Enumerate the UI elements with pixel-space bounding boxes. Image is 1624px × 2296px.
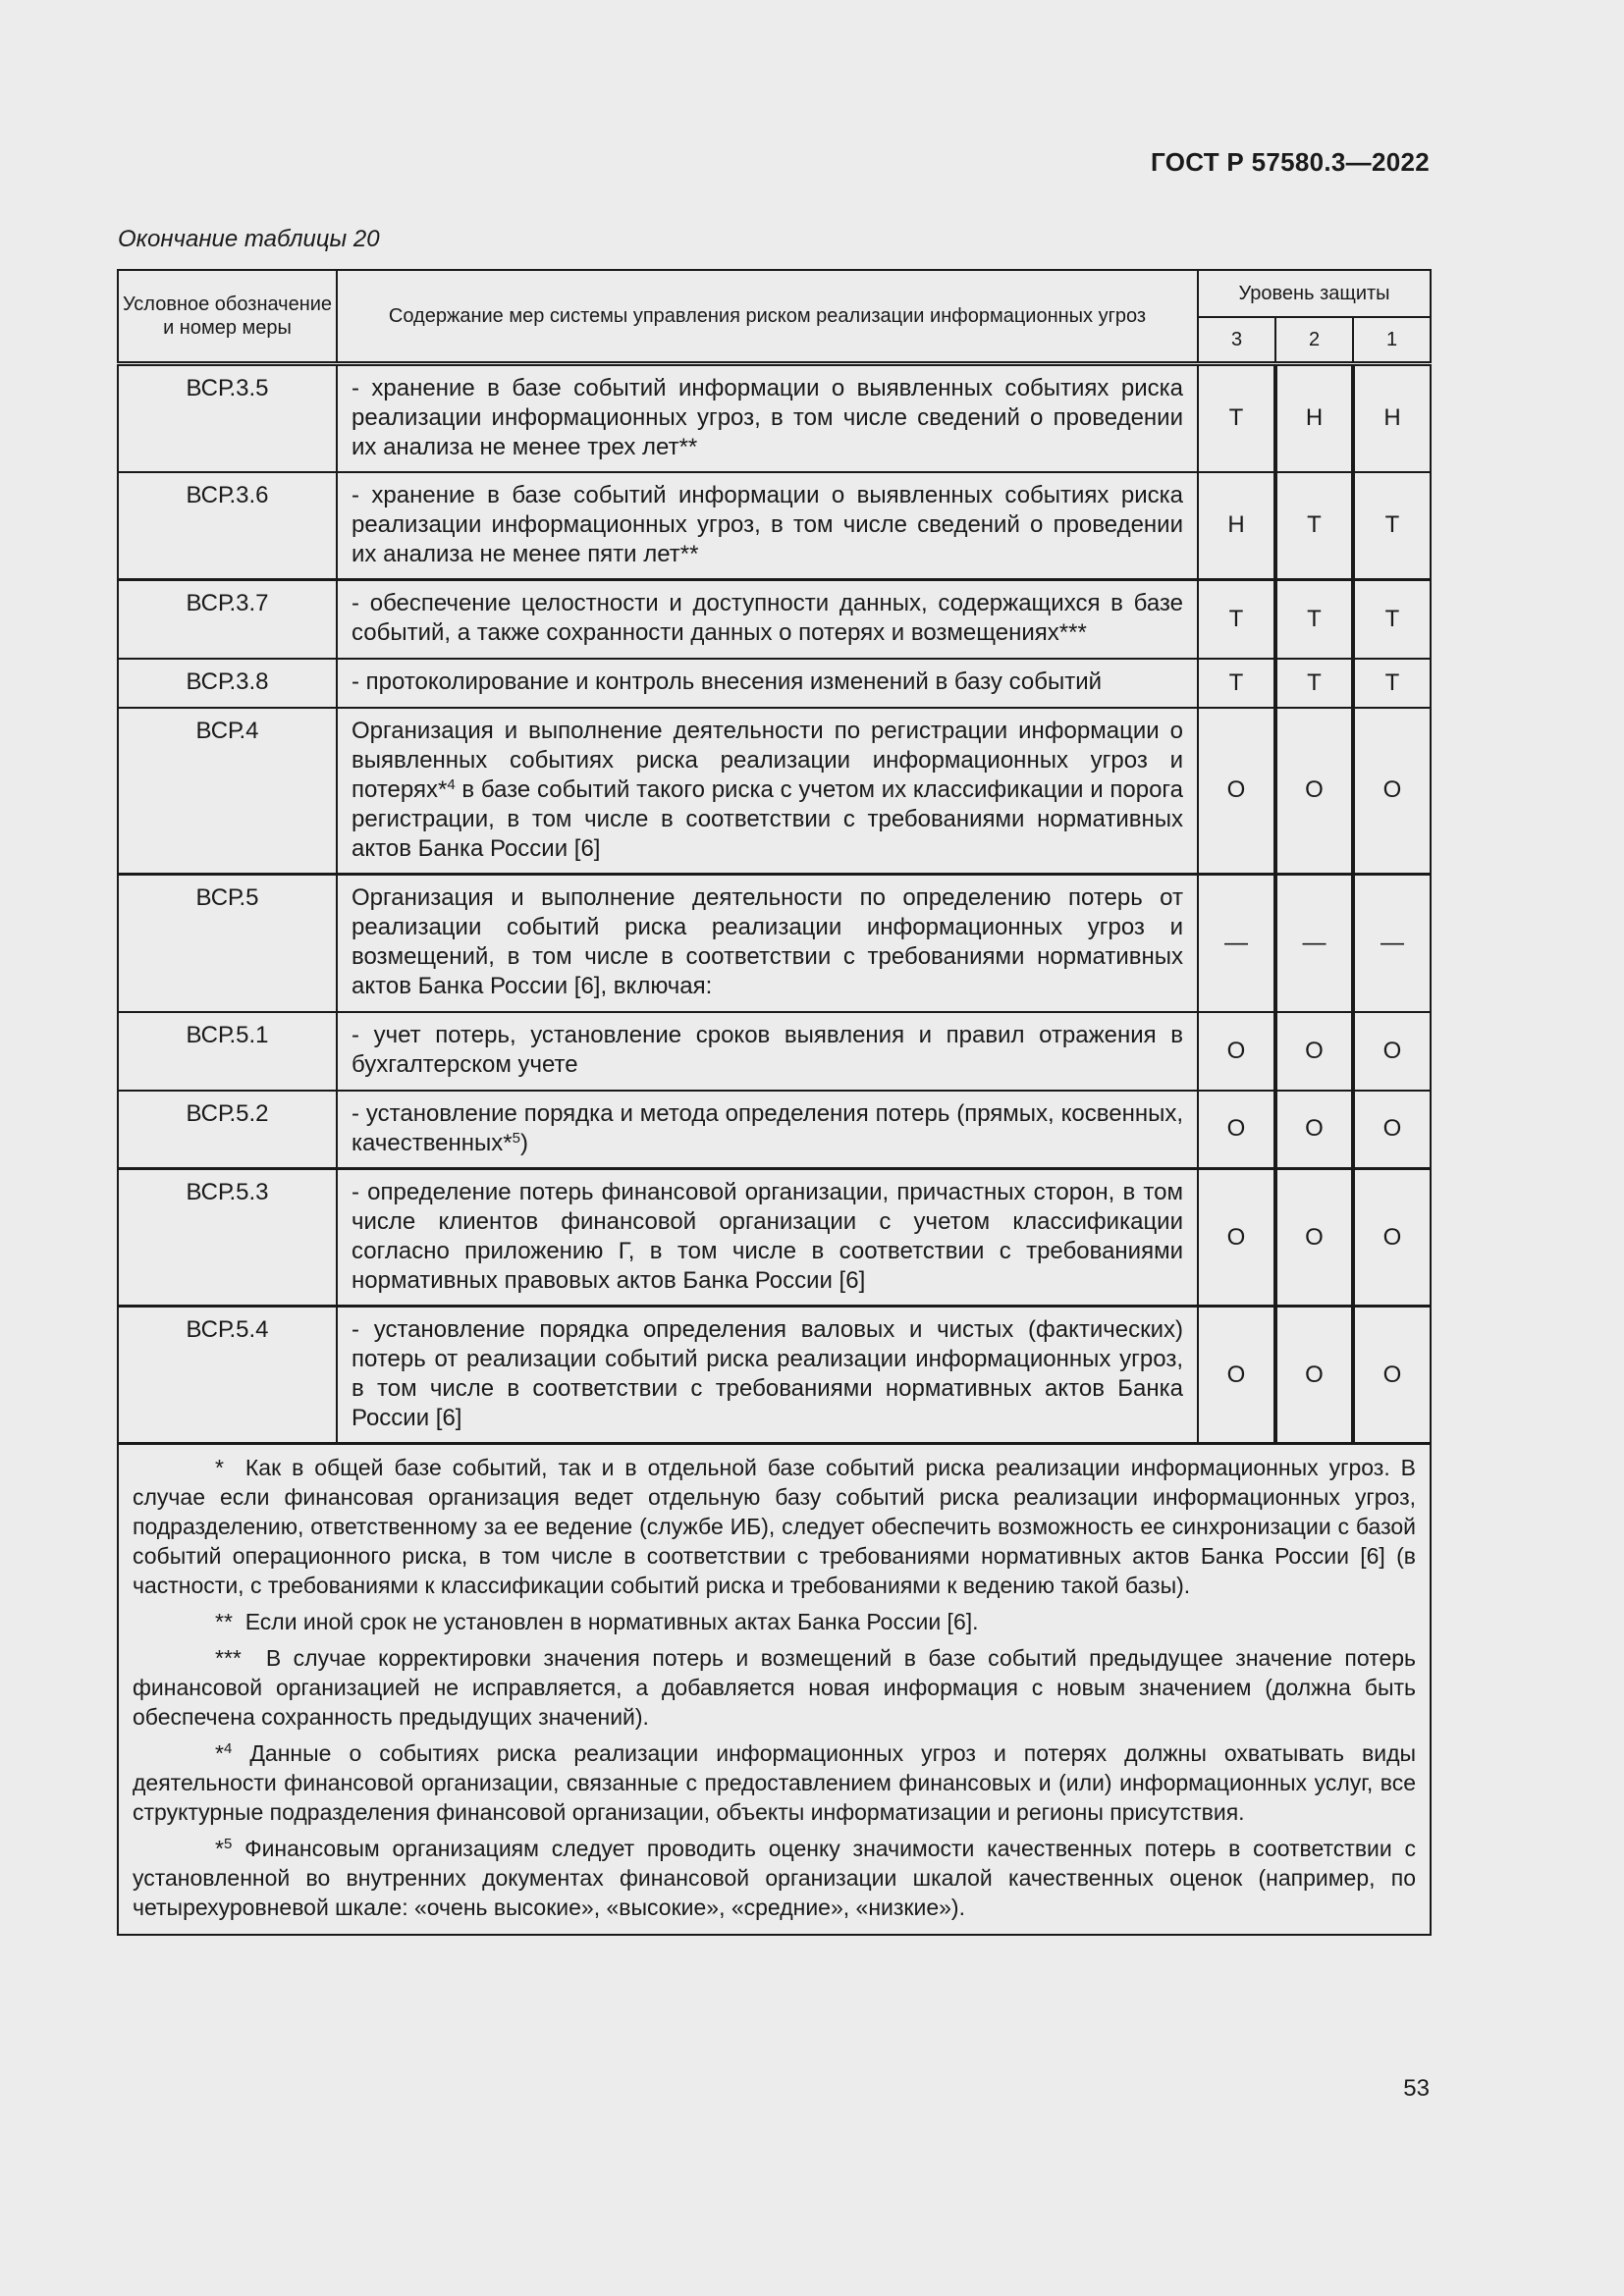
footnote-mark: * [215,1740,224,1766]
level-3-value: О [1198,1307,1275,1444]
measure-code: ВСР.5.1 [118,1012,337,1091]
header-level-1: 1 [1353,317,1431,364]
header-content: Содержание мер системы управления риском реализации информационных угроз [337,270,1198,364]
measure-code: ВСР.5 [118,875,337,1012]
level-3-value: О [1198,708,1275,875]
level-2-value: О [1275,1307,1353,1444]
footnote-text: Финансовым организациям следует проводить оценку значимости качественных потерь в соответствии с установленной во внутренних документах финансовой организации шкалой качественных оценок (например, по четырехуровневой шкале: «очень высокие», «высокие», «средние», «низкие»). [133,1836,1417,1920]
measure-content: - протоколирование и контроль внесения изменений в базу событий [337,659,1198,708]
header-level-3: 3 [1198,317,1275,364]
measure-content: - учет потерь, установление сроков выявления и правил отражения в бухгалтерском учете [337,1012,1198,1091]
measure-content: - обеспечение целостности и доступности данных, содержащихся в базе событий, а также сохранности данных о потерях и возмещениях*** [337,580,1198,659]
level-2-value: Т [1275,580,1353,659]
level-3-value: Н [1198,472,1275,580]
measure-content-part: в базе событий такого риска с учетом их классификации и порога регистрации, в том числе в соответствии с требованиями нормативных актов Банка России [6] [352,775,1183,862]
level-3-value: Т [1198,659,1275,708]
table-notes [118,1444,1431,1936]
footnote [133,1453,1416,1600]
level-3-value: О [1198,1012,1275,1091]
measure-content [337,1091,1198,1169]
footnote-text: Данные о событиях риска реализации информационных угроз и потерях должны охватывать виды деятельности финансовой организации, связанные с предоставлением финансовых и (или) информационных услуг, все структурные подразделения финансовой организации, объекты информатизации и регионы присутствия. [133,1740,1417,1825]
measure-code: ВСР.3.8 [118,659,337,708]
table-caption: Окончание таблицы 20 [118,226,380,252]
level-1-value: Т [1353,472,1431,580]
table-notes-row [118,1444,1431,1936]
measure-content [337,708,1198,875]
footnote-text: В случае корректировки значения потерь и возмещений в базе событий предыдущее значение потерь финансовой организацией не исправляется, а добавляется новая информация с новым значением (должна быть обеспечена сохранность предыдущих значений). [133,1645,1417,1730]
level-2-value: О [1275,1169,1353,1307]
footnote [133,1607,1416,1636]
level-1-value: — [1353,875,1431,1012]
level-1-value: Н [1353,364,1431,472]
measure-content: - определение потерь финансовой организации, причастных сторон, в том числе клиентов финансовой организации с учетом классификации согласно приложению Г, в том числе в соответствии с требованиями нормативных правовых актов Банка России [6] [337,1169,1198,1307]
level-2-value: Т [1275,472,1353,580]
level-2-value: О [1275,708,1353,875]
table-row [118,708,1431,875]
level-3-value: Т [1198,364,1275,472]
table-row [118,1169,1431,1307]
level-1-value: Т [1353,659,1431,708]
measure-content: - установление порядка определения валовых и чистых (фактических) потерь от реализации событий риска реализации информационных угроз, в том числе в соответствии с требованиями нормативных актов Банка России [6] [337,1307,1198,1444]
table-row [118,1012,1431,1091]
level-3-value: О [1198,1169,1275,1307]
measure-code: ВСР.5.4 [118,1307,337,1444]
page-number: 53 [1403,2075,1430,2102]
footnote-ref: 4 [447,775,456,793]
level-1-value: Т [1353,580,1431,659]
header-code: Условное обозначение и номер меры [118,270,337,364]
document-header: ГОСТ Р 57580.3—2022 [1151,147,1430,177]
footnote [133,1834,1416,1922]
footnote-text: Как в общей базе событий, так и в отдельной базе событий риска реализации информационных угроз. В случае если финансовая организация ведет отдельную базу событий риска реализации информационных угроз, подразделению, ответственному за ее ведение (службе ИБ), следует обеспечить возможность ее синхронизации с базой событий операционного риска, в том числе в соответствии с требованиями нормативных актов Банка России [6] (в частности, с требованиями к классификации событий риска и требованиями к ведению такой базы). [133,1455,1417,1598]
level-2-value: О [1275,1091,1353,1169]
footnote-mark: *** [215,1645,242,1671]
measure-code: ВСР.5.2 [118,1091,337,1169]
measure-content-part: ) [519,1129,528,1156]
footnote-mark-sup: 4 [223,1740,233,1757]
measures-table [117,269,1432,1936]
level-1-value: О [1353,708,1431,875]
table-row [118,472,1431,580]
measure-code: ВСР.3.6 [118,472,337,580]
footnote-mark: ** [215,1609,233,1634]
footnote [133,1738,1416,1827]
level-3-value: О [1198,1091,1275,1169]
level-3-value: Т [1198,580,1275,659]
header-protection-level: Уровень защиты [1198,270,1431,317]
measure-code: ВСР.5.3 [118,1169,337,1307]
level-1-value: О [1353,1307,1431,1444]
table-row [118,1091,1431,1169]
measure-content: - хранение в базе событий информации о выявленных событиях риска реализации информационных угроз, в том числе сведений о проведении их анализа не менее трех лет** [337,364,1198,472]
footnote-mark: * [215,1455,224,1480]
measures-table-wrapper [117,269,1430,1936]
measure-code: ВСР.3.7 [118,580,337,659]
table-row [118,364,1431,472]
level-3-value: — [1198,875,1275,1012]
measure-content: - хранение в базе событий информации о выявленных событиях риска реализации информационных угроз, в том числе сведений о проведении их анализа не менее пяти лет** [337,472,1198,580]
measure-code: ВСР.3.5 [118,364,337,472]
table-row [118,1307,1431,1444]
level-1-value: О [1353,1012,1431,1091]
measure-code: ВСР.4 [118,708,337,875]
footnote-ref: 5 [512,1129,520,1147]
level-2-value: Н [1275,364,1353,472]
level-1-value: О [1353,1091,1431,1169]
level-2-value: О [1275,1012,1353,1091]
footnote-mark: * [215,1836,224,1861]
table-row [118,659,1431,708]
level-2-value: Т [1275,659,1353,708]
footnote [133,1643,1416,1732]
table-row [118,875,1431,1012]
measure-content: Организация и выполнение деятельности по определению потерь от реализации событий риска реализации информационных угроз и возмещений, в том числе в соответствии с требованиями нормативных актов Банка России [6], включая: [337,875,1198,1012]
header-level-2: 2 [1275,317,1353,364]
footnote-mark-sup: 5 [223,1836,233,1852]
level-1-value: О [1353,1169,1431,1307]
measure-content-part: Организация и выполнение деятельности по регистрации информации о выявленных событиях риска реализации информационных угроз и потерях* [352,717,1183,803]
measure-content-part: - установление порядка и метода определения потерь (прямых, косвенных, качественных* [352,1099,1183,1156]
footnote-text: Если иной срок не установлен в нормативных актах Банка России [6]. [244,1609,979,1634]
table-row [118,580,1431,659]
level-2-value: — [1275,875,1353,1012]
